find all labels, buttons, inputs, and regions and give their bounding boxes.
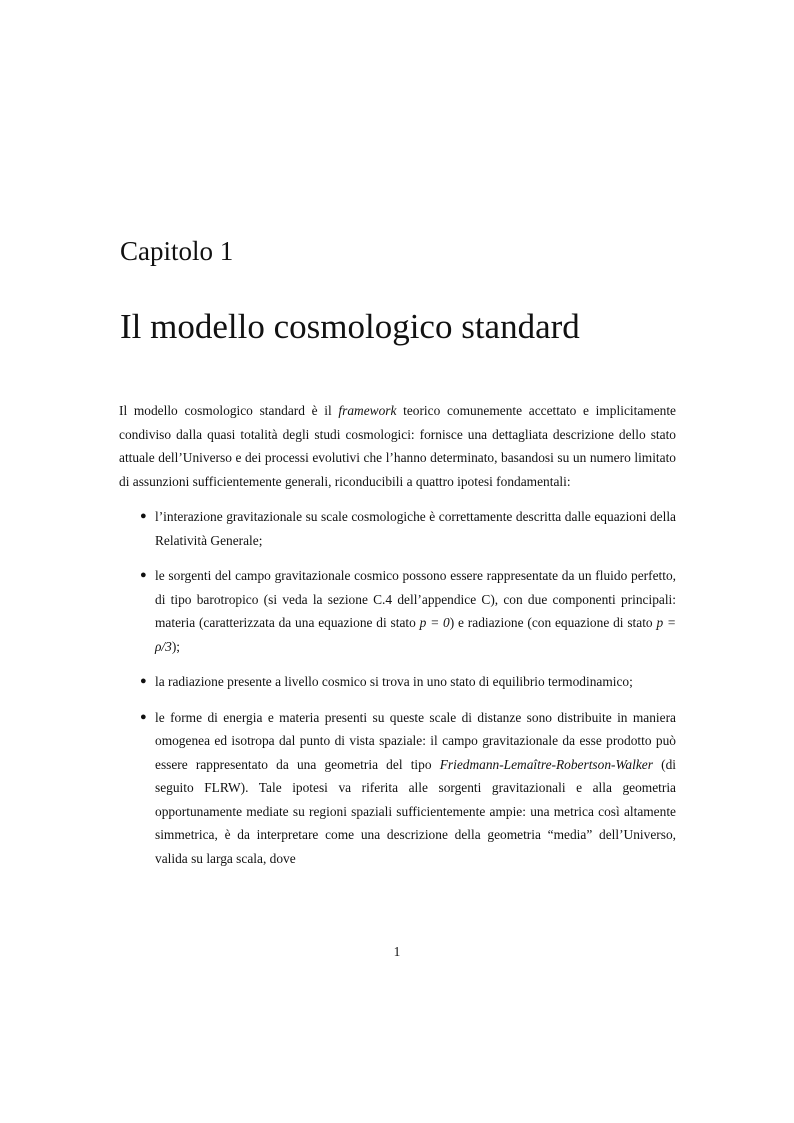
bullet-icon: ● — [140, 710, 147, 723]
list-item — [119, 670, 676, 694]
intro-text-2: teorico comunemente accettato e implicitamente condiviso dalla quasi totalità degli studi cosmologici: fornisce una dettagliata descrizione dello stato attuale dell’Universo e dei processi evolutivi che l’hanno determinato, basandosi su un numero limitato di assunzioni sufficientemente generali, riconducibili a quattro ipotesi fondamentali: — [119, 403, 676, 489]
chapter-label: Capitolo 1 — [120, 236, 234, 266]
chapter-title: Il modello cosmologico standard — [120, 307, 580, 346]
hypothesis-4-emphasis: Friedmann-Lemaître-Robertson-Walker — [439, 756, 653, 772]
intro-paragraph — [119, 399, 676, 493]
hypothesis-4-text-2: (di seguito FLRW). Tale ipotesi va riferita alle sorgenti gravitazionali e alla geometria opportunamente mediate su regioni spaziali sufficientemente ampie: una metrica così altamente simmetrica, è da interpretare come una descrizione della geometria “media” dell’Universo, valida su larga scala, dove — [155, 756, 676, 866]
equation-radiation: p = ρ/3 — [155, 615, 677, 654]
hypothesis-3-text: la radiazione presente a livello cosmico si trova in uno stato di equilibrio termodinamico; — [155, 674, 633, 689]
hypothesis-2-text-3: ); — [171, 638, 181, 654]
bullet-icon: ● — [140, 510, 147, 522]
equation-matter: p = 0 — [419, 615, 450, 630]
hypothesis-2-text-2: ) e radiazione (con equazione di stato — [449, 615, 657, 630]
bullet-icon: ● — [140, 569, 147, 581]
list-item — [119, 564, 676, 658]
list-item — [119, 706, 676, 871]
hypothesis-4-text-1: le forme di energia e materia presenti su queste scale di distanze sono distribuite in maniera omogenea ed isotropa dal punto di vista spaziale: il campo gravitazionale da esse prodotto può essere rappresentato da una geometria del tipo — [155, 709, 676, 772]
hypothesis-2-text-1: le sorgenti del campo gravitazionale cosmico possono essere rappresentate da un fluido perfetto, di tipo barotropico (si veda la sezione C.4 dell’appendice C), con due componenti principali: materia (caratterizzata da una equazione di stato — [155, 568, 676, 630]
bullet-icon: ● — [140, 675, 147, 687]
hypotheses-list — [119, 505, 676, 870]
intro-text-1: Il modello cosmologico standard è il — [119, 403, 339, 418]
list-item — [119, 505, 676, 552]
page-number: 1 — [393, 944, 401, 959]
intro-emphasis: framework — [338, 403, 397, 418]
chapter-body — [119, 399, 676, 882]
hypothesis-1-text: l’interazione gravitazionale su scale cosmologiche è correttamente descritta dalle equazioni della Relatività Generale; — [155, 509, 676, 548]
